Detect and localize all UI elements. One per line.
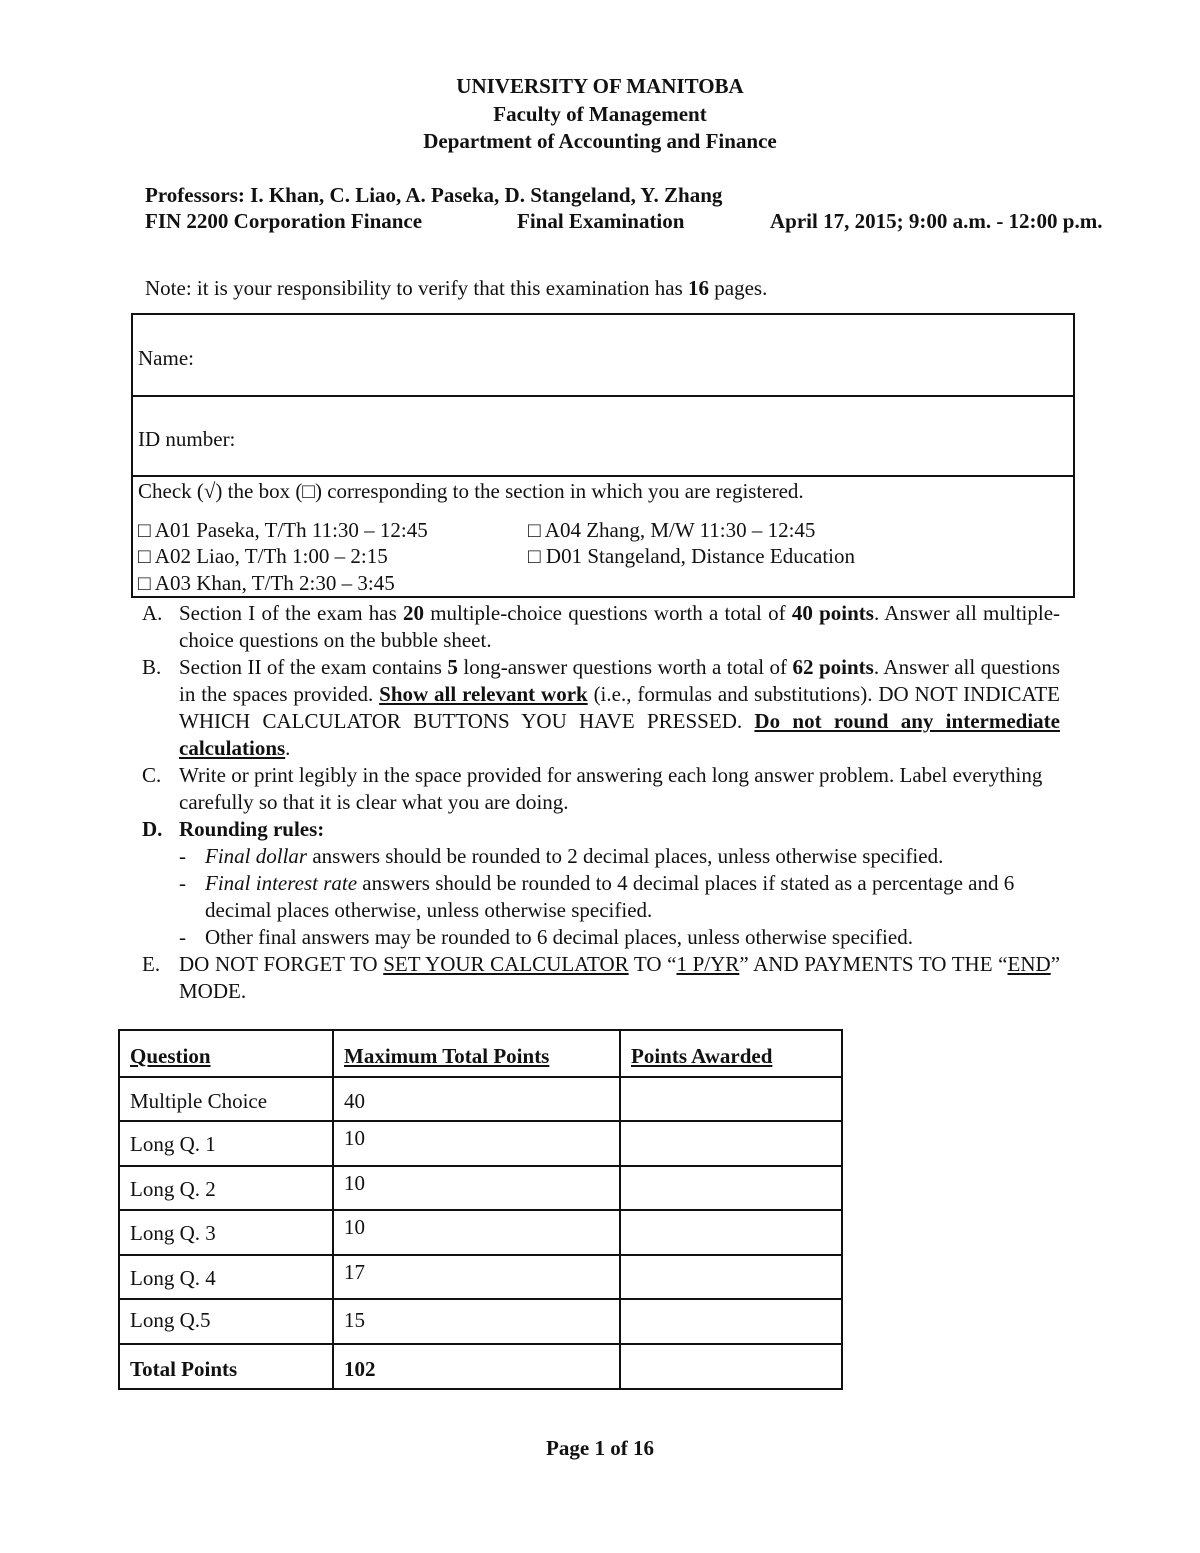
question-cell: Long Q. 3 [119, 1210, 333, 1255]
instructions-list [142, 600, 1060, 1005]
rounding-rule-3: - Other final answers may be rounded to 6 decimal places, unless otherwise specified. [179, 925, 913, 949]
table-row [119, 1121, 842, 1166]
university-title: UNIVERSITY OF MANITOBA [456, 74, 744, 98]
max-points-cell: 15 [333, 1299, 620, 1344]
id-number-label: ID number: [138, 427, 236, 451]
points-awarded-cell[interactable] [620, 1121, 842, 1166]
points-awarded-cell[interactable] [620, 1166, 842, 1210]
table-row [119, 1255, 842, 1299]
total-label-cell: Total Points [119, 1344, 333, 1389]
instruction-d: D. Rounding rules: [142, 817, 325, 841]
points-awarded-cell[interactable] [620, 1210, 842, 1255]
points-awarded-cell[interactable] [620, 1077, 842, 1121]
department-title: Department of Accounting and Finance [423, 129, 777, 153]
total-max-points-cell: 102 [333, 1344, 620, 1389]
table-header-row [119, 1030, 842, 1077]
rounding-rule-1: - Final dollar answers should be rounded to 2 decimal places, unless otherwise specified. [179, 844, 944, 868]
section-option-a03[interactable]: □ A03 Khan, T/Th 2:30 – 3:45 [138, 571, 395, 595]
name-field[interactable] [131, 313, 1075, 397]
check-instruction: Check (√) the box (□) corresponding to the section in which you are registered. [138, 479, 804, 503]
header-points-awarded: Points Awarded [620, 1030, 842, 1077]
rounding-rule-2: - Final interest rate answers should be rounded to 4 decimal places if stated as a percentage and 6 decimal places otherwise, unless otherwise specified. [179, 871, 1015, 922]
question-cell: Long Q. 4 [119, 1255, 333, 1299]
exam-title: Final Examination [517, 209, 685, 233]
header-question: Question [119, 1030, 333, 1077]
page-number: Page 1 of 16 [546, 1436, 654, 1460]
question-cell: Long Q. 1 [119, 1121, 333, 1166]
name-label: Name: [138, 346, 194, 370]
id-number-field[interactable] [131, 395, 1075, 477]
instruction-b: B. Section II of the exam contains 5 long-answer questions worth a total of 62 points. Answer all questions in the spaces provided. Show all relevant work (i.e., formulas and substitutions). DO NOT INDICATE WHICH CALCULATOR BUTTONS YOU HAVE PRESSED. Do not round any intermediate calculations. [142, 655, 1060, 760]
question-cell: Long Q. 2 [119, 1166, 333, 1210]
table-row [119, 1299, 842, 1344]
professors-line: Professors: I. Khan, C. Liao, A. Paseka, D. Stangeland, Y. Zhang [145, 183, 723, 207]
table-total-row [119, 1344, 842, 1389]
instruction-e: E. DO NOT FORGET TO SET YOUR CALCULATOR TO “1 P/YR” AND PAYMENTS TO THE “END” MODE. [142, 952, 1061, 1003]
points-table [118, 1029, 843, 1390]
points-awarded-cell[interactable] [620, 1299, 842, 1344]
max-points-cell: 40 [333, 1077, 620, 1121]
table-row [119, 1166, 842, 1210]
max-points-cell: 10 [333, 1166, 620, 1210]
total-points-awarded-cell[interactable] [620, 1344, 842, 1389]
section-option-d01[interactable]: □ D01 Stangeland, Distance Education [528, 544, 856, 568]
exam-date: April 17, 2015; 9:00 a.m. - 12:00 p.m. [770, 209, 1103, 233]
section-option-a02[interactable]: □ A02 Liao, T/Th 1:00 – 2:15 [138, 544, 388, 568]
section-option-a01[interactable]: □ A01 Paseka, T/Th 11:30 – 12:45 [138, 518, 428, 542]
table-row [119, 1077, 842, 1121]
page-count-note: Note: it is your responsibility to verify that this examination has 16 pages. [145, 276, 768, 300]
section-selection-box [131, 476, 1075, 598]
section-option-a04[interactable]: □ A04 Zhang, M/W 11:30 – 12:45 [528, 518, 816, 542]
max-points-cell: 10 [333, 1210, 620, 1255]
points-awarded-cell[interactable] [620, 1255, 842, 1299]
question-cell: Multiple Choice [119, 1077, 333, 1121]
instruction-a: A. Section I of the exam has 20 multiple-choice questions worth a total of 40 points. Answer all multiple-choice questions on the bubble sheet. [142, 601, 1061, 652]
max-points-cell: 10 [333, 1121, 620, 1166]
question-cell: Long Q.5 [119, 1299, 333, 1344]
instruction-c: C. Write or print legibly in the space provided for answering each long answer problem. Label everything carefully so that it is clear what you are doing. [142, 763, 1043, 814]
max-points-cell: 17 [333, 1255, 620, 1299]
course-title: FIN 2200 Corporation Finance [145, 209, 423, 233]
table-row [119, 1210, 842, 1255]
faculty-title: Faculty of Management [493, 102, 707, 126]
header-max-points: Maximum Total Points [333, 1030, 620, 1077]
